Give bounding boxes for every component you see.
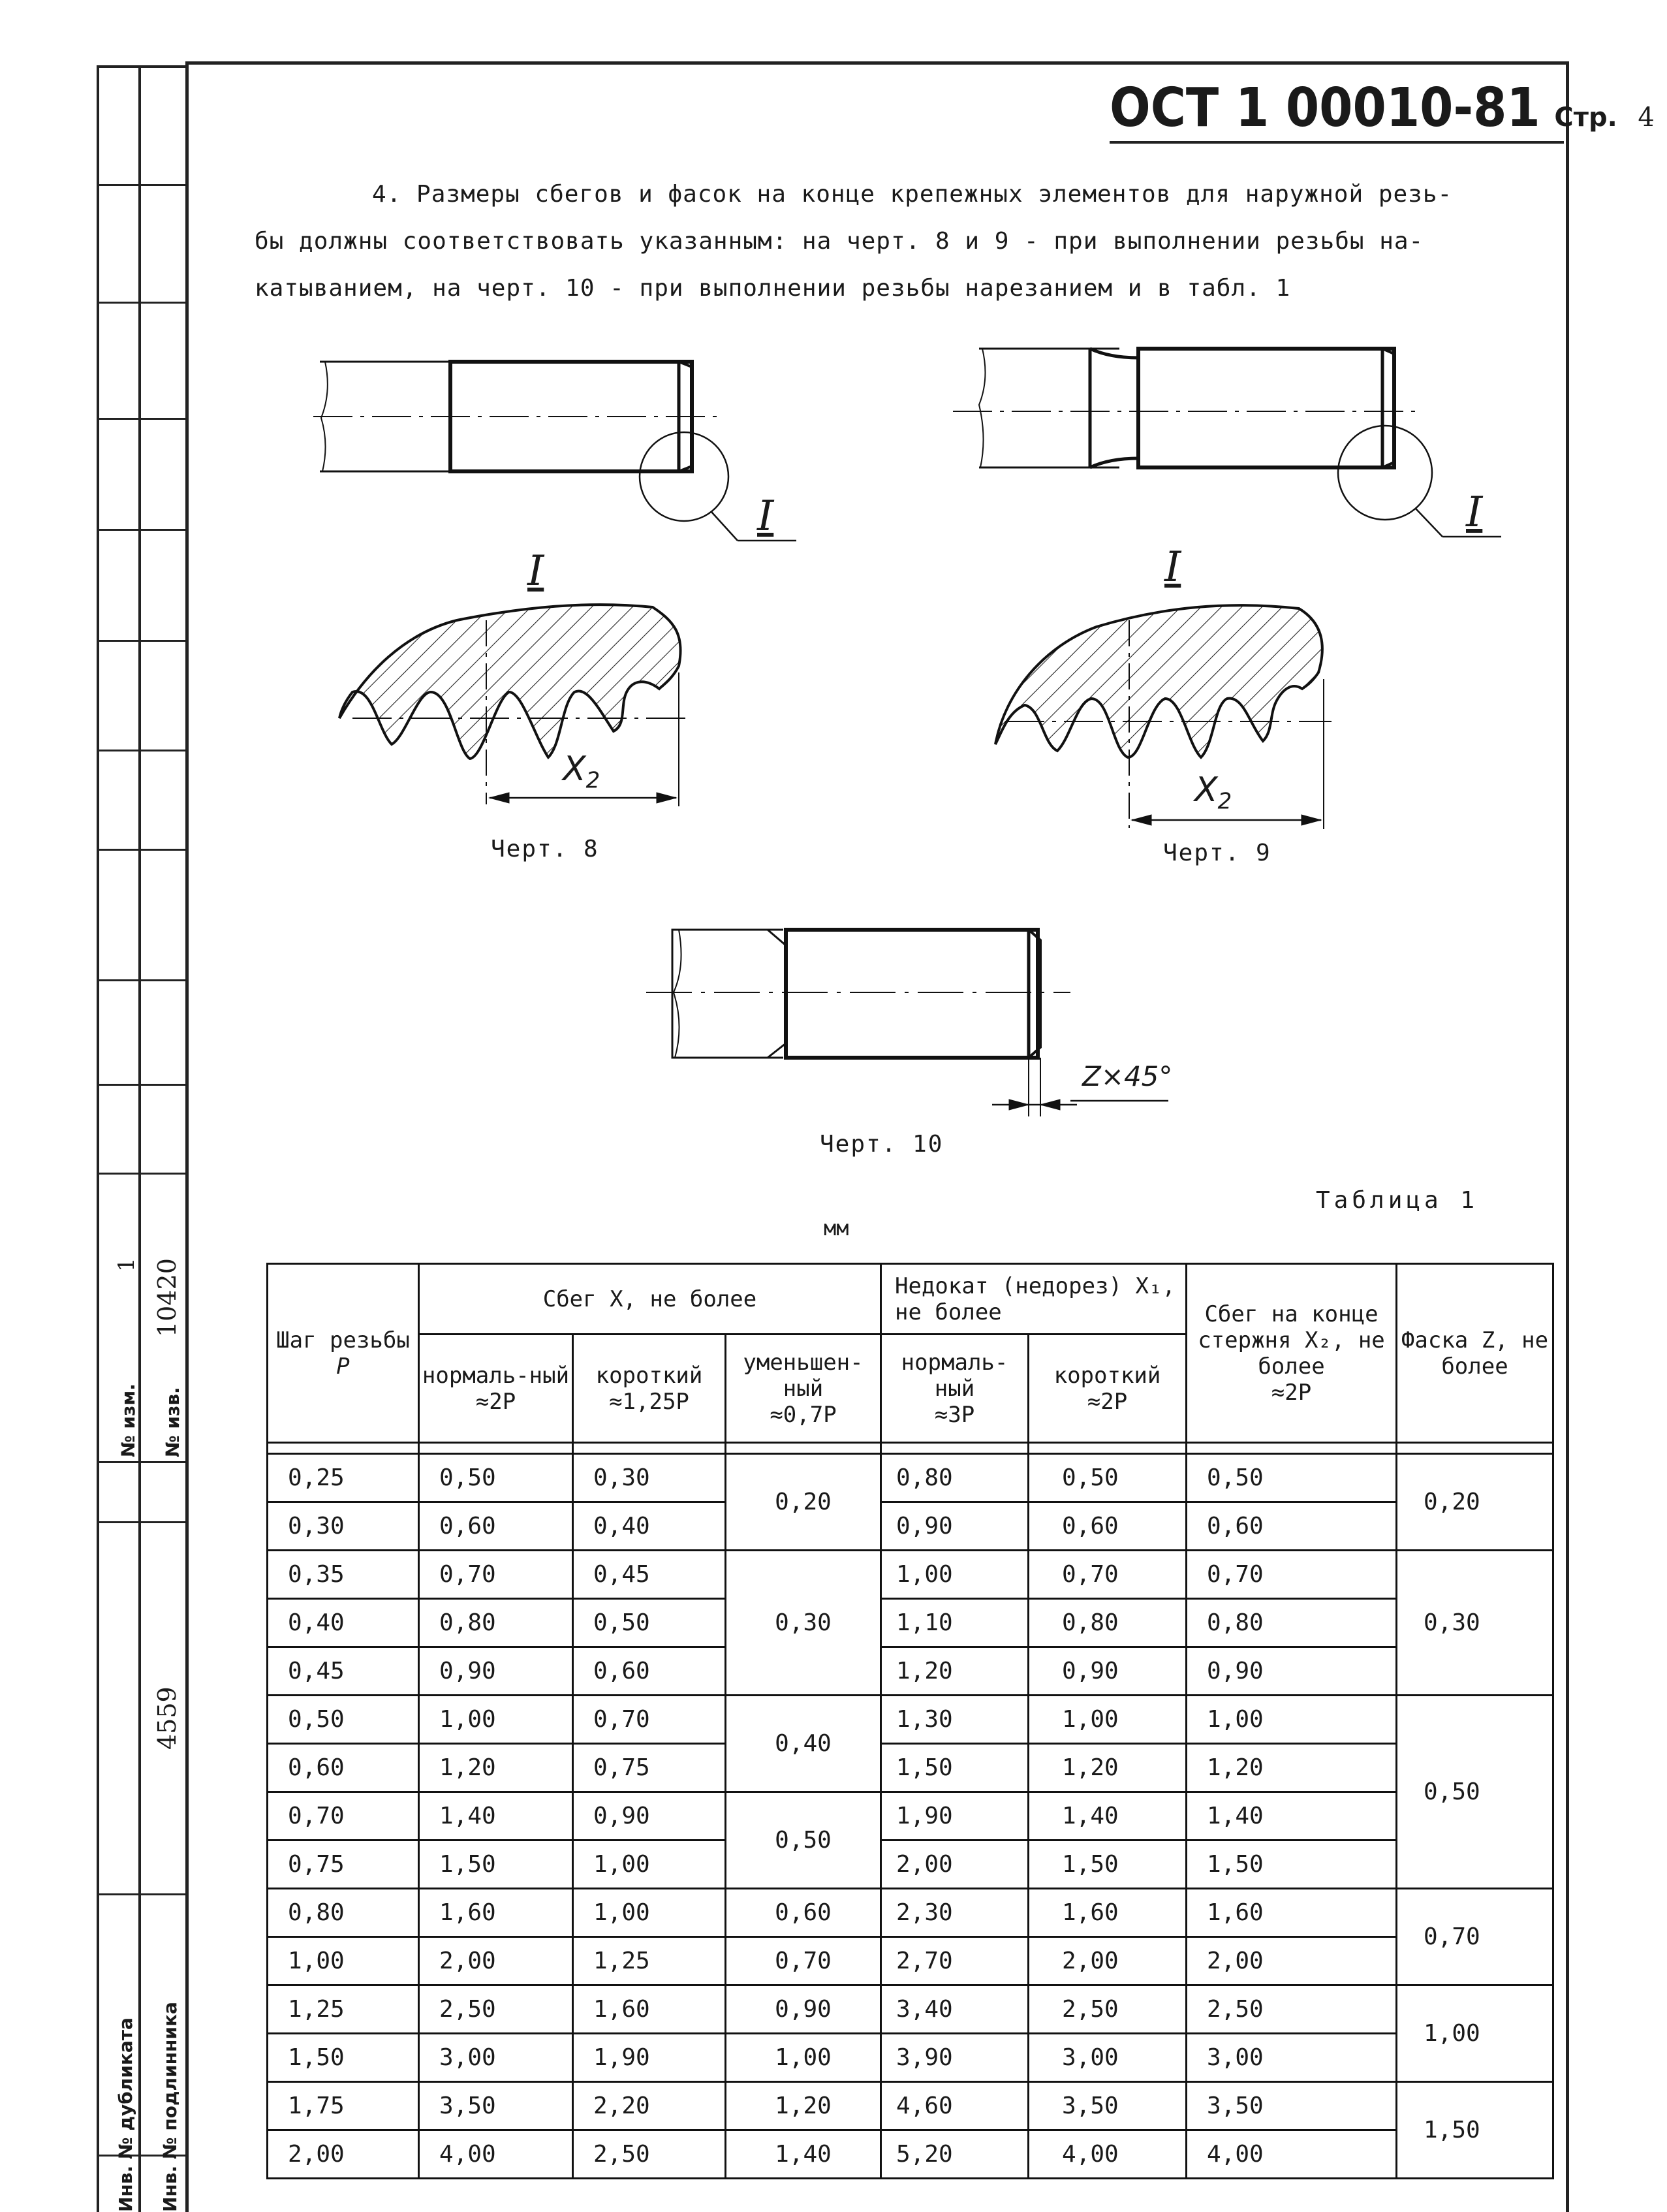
cell-undercut-short: 3,00: [1029, 2034, 1187, 2082]
header-step: Шаг резьбы P: [268, 1264, 419, 1443]
cell-runout-normal: 1,00: [419, 1696, 573, 1744]
cell-chamfer: 0,70: [1397, 1889, 1553, 1985]
cell-runout-short: 1,90: [573, 2034, 726, 2082]
thread-runout-table: [266, 1263, 1554, 2179]
cell-end-runout: 4,00: [1187, 2130, 1397, 2179]
cell-runout-reduced: 0,30: [726, 1551, 881, 1696]
cell-runout-reduced: 1,20: [726, 2082, 881, 2130]
cell-end-runout: 3,00: [1187, 2034, 1397, 2082]
table-title: Таблица 1: [1316, 1187, 1479, 1214]
caption-drawing-8: Черт. 8: [491, 836, 599, 862]
cell-undercut-normal: 2,30: [881, 1889, 1029, 1937]
cell-undercut-normal: 1,30: [881, 1696, 1029, 1744]
cell-runout-normal: 0,90: [419, 1647, 573, 1696]
cell-runout-reduced: 1,00: [726, 2034, 881, 2082]
cell-undercut-short: 0,70: [1029, 1551, 1187, 1599]
cell-runout-short: 2,20: [573, 2082, 726, 2130]
change-number-value: 1: [114, 1257, 140, 1272]
cell-runout-normal: 3,50: [419, 2082, 573, 2130]
header-runout-short: короткий ≈1,25P: [573, 1335, 726, 1443]
cell-undercut-normal: 0,80: [881, 1454, 1029, 1502]
header-runout-reduced: уменьшен-ный ≈0,7P: [726, 1335, 881, 1443]
cell-undercut-short: 1,60: [1029, 1889, 1187, 1937]
cell-step: 0,35: [268, 1551, 419, 1599]
thread-profile-9: [995, 605, 1332, 829]
cell-runout-short: 0,30: [573, 1454, 726, 1502]
detail-label-9: I: [1164, 543, 1181, 592]
cell-undercut-short: 0,60: [1029, 1502, 1187, 1551]
paragraph-line-1: 4. Размеры сбегов и фасок на конце крепежных элементов для наружной резь-: [372, 181, 1453, 208]
change-number-label: № изм.: [117, 1383, 139, 1457]
cell-runout-short: 1,00: [573, 1889, 726, 1937]
cell-step: 1,25: [268, 1985, 419, 2034]
cell-chamfer: 0,50: [1397, 1696, 1553, 1889]
cell-step: 1,75: [268, 2082, 419, 2130]
cell-undercut-normal: 4,60: [881, 2082, 1029, 2130]
cell-step: 0,30: [268, 1502, 419, 1551]
cell-end-runout: 0,70: [1187, 1551, 1397, 1599]
cell-end-runout: 1,40: [1187, 1792, 1397, 1841]
drawings-8-9: [0, 0, 1667, 888]
bolt-drawing-9: [953, 349, 1501, 537]
cell-end-runout: 3,50: [1187, 2082, 1397, 2130]
table-row: [268, 1647, 1553, 1696]
cell-undercut-normal: 2,00: [881, 1841, 1029, 1889]
cell-runout-short: 1,25: [573, 1937, 726, 1985]
table-body: [268, 1443, 1553, 2179]
table-row: [268, 1937, 1553, 1985]
cell-end-runout: 0,50: [1187, 1454, 1397, 1502]
table-row: [268, 2034, 1553, 2082]
cell-runout-short: 2,50: [573, 2130, 726, 2179]
cell-step: 0,80: [268, 1889, 419, 1937]
cell-runout-normal: 1,40: [419, 1792, 573, 1841]
cell-undercut-normal: 1,10: [881, 1599, 1029, 1647]
cell-step: 1,50: [268, 2034, 419, 2082]
detail-label-8: I: [527, 547, 544, 595]
cell-runout-normal: 4,00: [419, 2130, 573, 2179]
table-row: [268, 1696, 1553, 1744]
detail-label-9-top: I: [1466, 488, 1483, 537]
cell-end-runout: 0,90: [1187, 1647, 1397, 1696]
cell-chamfer: 0,20: [1397, 1454, 1553, 1551]
caption-drawing-9: Черт. 9: [1163, 840, 1271, 866]
cell-undercut-normal: 1,20: [881, 1647, 1029, 1696]
chamfer-dimension-label: Z×45°: [1082, 1060, 1173, 1092]
table-units: мм: [824, 1216, 849, 1240]
table-row: [268, 1889, 1553, 1937]
cell-step: 0,50: [268, 1696, 419, 1744]
cell-runout-normal: 0,70: [419, 1551, 573, 1599]
cell-runout-short: 0,45: [573, 1551, 726, 1599]
cell-undercut-short: 2,00: [1029, 1937, 1187, 1985]
cell-runout-reduced: 1,40: [726, 2130, 881, 2179]
cell-runout-reduced: 0,20: [726, 1454, 881, 1551]
cell-step: 0,40: [268, 1599, 419, 1647]
cell-undercut-normal: 0,90: [881, 1502, 1029, 1551]
cell-runout-normal: 0,60: [419, 1502, 573, 1551]
cell-undercut-short: 2,50: [1029, 1985, 1187, 2034]
cell-runout-short: 0,75: [573, 1744, 726, 1792]
table-row: [268, 2130, 1553, 2179]
cell-runout-reduced: 0,40: [726, 1696, 881, 1792]
header-undercut-short: короткий ≈2P: [1029, 1335, 1187, 1443]
bolt-drawing-8: [313, 362, 796, 541]
notice-number-value: 10420: [153, 1258, 181, 1337]
cell-runout-normal: 0,50: [419, 1454, 573, 1502]
cell-end-runout: 1,20: [1187, 1744, 1397, 1792]
cell-end-runout: 1,50: [1187, 1841, 1397, 1889]
inventory-original-label: Инв. № подлинника: [159, 2002, 181, 2212]
table-row: [268, 1599, 1553, 1647]
dimension-x2-label-9: $X_2$: [1194, 770, 1232, 815]
cell-runout-reduced: 0,70: [726, 1937, 881, 1985]
cell-runout-short: 0,60: [573, 1647, 726, 1696]
cell-end-runout: 1,00: [1187, 1696, 1397, 1744]
table-row: [268, 1551, 1553, 1599]
cell-end-runout: 0,60: [1187, 1502, 1397, 1551]
header-runout-normal: нормаль-ный ≈2P: [419, 1335, 573, 1443]
table-row: [268, 1792, 1553, 1841]
cell-runout-normal: 0,80: [419, 1599, 573, 1647]
cell-undercut-normal: 3,90: [881, 2034, 1029, 2082]
paragraph-line-2: бы должны соответствовать указанным: на черт. 8 и 9 - при выполнении резьбы на-: [255, 228, 1424, 255]
cell-runout-reduced: 0,90: [726, 1985, 881, 2034]
cell-end-runout: 2,00: [1187, 1937, 1397, 1985]
table-row: [268, 2082, 1553, 2130]
detail-label-8-top: I: [757, 492, 774, 541]
cell-undercut-normal: 5,20: [881, 2130, 1029, 2179]
dimension-x2-label-8: $X_2$: [563, 750, 600, 794]
cell-end-runout: 0,80: [1187, 1599, 1397, 1647]
cell-step: 0,45: [268, 1647, 419, 1696]
inventory-duplicate-label: Инв. № дубликата: [115, 2017, 136, 2212]
cell-runout-normal: 1,50: [419, 1841, 573, 1889]
header-chamfer: Фаска Z, не более: [1397, 1264, 1553, 1443]
header-runout: Сбег X, не более: [419, 1264, 881, 1335]
cell-runout-short: 1,60: [573, 1985, 726, 2034]
cell-runout-short: 0,40: [573, 1502, 726, 1551]
cell-runout-normal: 2,00: [419, 1937, 573, 1985]
cell-undercut-short: 0,80: [1029, 1599, 1187, 1647]
bolt-drawing-10: [0, 901, 1667, 1149]
table-row: [268, 1502, 1553, 1551]
table-row: [268, 1841, 1553, 1889]
cell-step: 1,00: [268, 1937, 419, 1985]
cell-runout-normal: 1,60: [419, 1889, 573, 1937]
header-end-runout: Сбег на конце стержня X₂, не более ≈2P: [1187, 1264, 1397, 1443]
cell-undercut-short: 1,50: [1029, 1841, 1187, 1889]
inventory-original-value: 4559: [153, 1686, 181, 1750]
caption-drawing-10: Черт. 10: [820, 1131, 944, 1158]
cell-undercut-normal: 2,70: [881, 1937, 1029, 1985]
cell-runout-short: 0,90: [573, 1792, 726, 1841]
cell-undercut-normal: 1,50: [881, 1744, 1029, 1792]
cell-runout-short: 0,50: [573, 1599, 726, 1647]
cell-undercut-normal: 1,00: [881, 1551, 1029, 1599]
cell-undercut-short: 0,90: [1029, 1647, 1187, 1696]
cell-chamfer: 1,00: [1397, 1985, 1553, 2082]
paragraph-line-3: катыванием, на черт. 10 - при выполнении резьбы нарезанием и в табл. 1: [255, 275, 1291, 302]
cell-step: 0,60: [268, 1744, 419, 1792]
cell-undercut-short: 3,50: [1029, 2082, 1187, 2130]
cell-runout-short: 0,70: [573, 1696, 726, 1744]
notice-number-label: № изв.: [162, 1387, 183, 1457]
cell-step: 0,75: [268, 1841, 419, 1889]
cell-chamfer: 1,50: [1397, 2082, 1553, 2179]
cell-undercut-short: 1,00: [1029, 1696, 1187, 1744]
cell-end-runout: 2,50: [1187, 1985, 1397, 2034]
cell-undercut-normal: 1,90: [881, 1792, 1029, 1841]
cell-step: 2,00: [268, 2130, 419, 2179]
cell-runout-short: 1,00: [573, 1841, 726, 1889]
cell-undercut-short: 1,20: [1029, 1744, 1187, 1792]
cell-runout-normal: 1,20: [419, 1744, 573, 1792]
table-row: [268, 1744, 1553, 1792]
header-undercut: Недокат (недорез) X₁, не более: [881, 1264, 1187, 1335]
table-row: [268, 1454, 1553, 1502]
document-number: ОСТ 1 00010-81: [1110, 77, 1540, 139]
cell-step: 0,70: [268, 1792, 419, 1841]
cell-undercut-short: 4,00: [1029, 2130, 1187, 2179]
cell-runout-normal: 3,00: [419, 2034, 573, 2082]
cell-runout-reduced: 0,60: [726, 1889, 881, 1937]
page-number: 4: [1638, 103, 1655, 133]
cell-runout-normal: 2,50: [419, 1985, 573, 2034]
cell-undercut-short: 1,40: [1029, 1792, 1187, 1841]
cell-end-runout: 1,60: [1187, 1889, 1397, 1937]
cell-undercut-short: 0,50: [1029, 1454, 1187, 1502]
cell-step: 0,25: [268, 1454, 419, 1502]
cell-runout-reduced: 0,50: [726, 1792, 881, 1889]
cell-chamfer: 0,30: [1397, 1551, 1553, 1696]
table-row: [268, 1985, 1553, 2034]
page-label: Стр.: [1554, 103, 1617, 133]
thread-profile-8: [339, 605, 692, 806]
cell-undercut-normal: 3,40: [881, 1985, 1029, 2034]
header-undercut-normal: нормаль-ный ≈3P: [881, 1335, 1029, 1443]
